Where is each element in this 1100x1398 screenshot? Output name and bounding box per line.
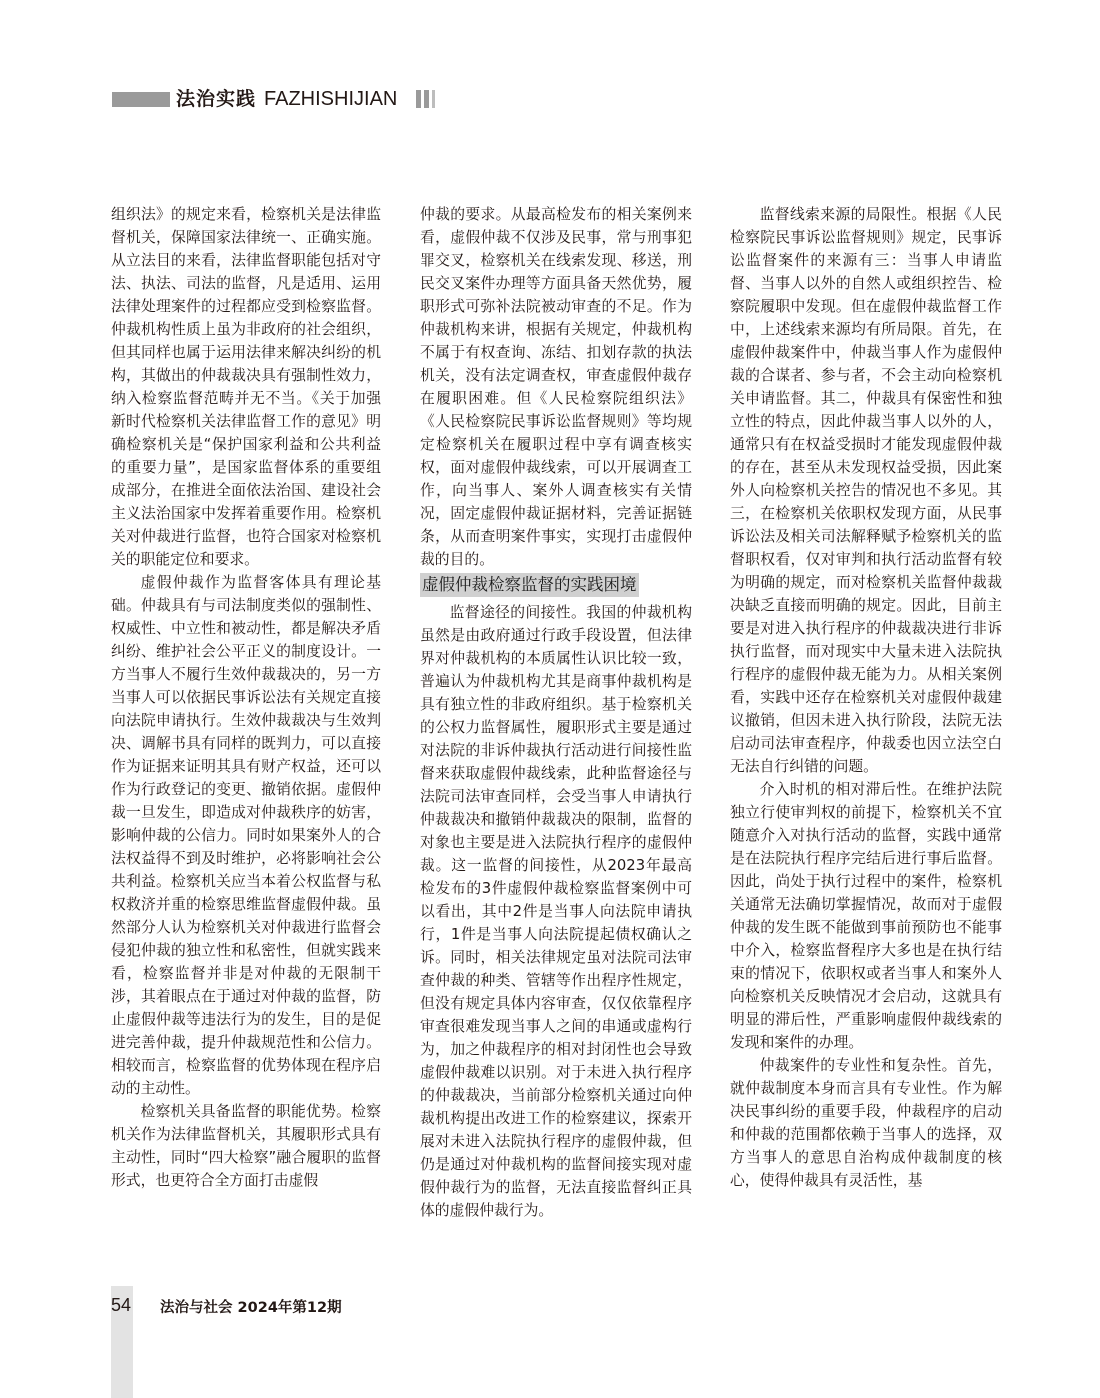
- paragraph: 虚假仲裁作为监督客体具有理论基础。仲裁具有与司法制度类似的强制性、权威性、中立性和被动性，都是解决矛盾纠纷、维护社会公平正义的制度设计。一方当事人不履行生效仲裁裁决的，另一方当事人可以依据民事诉讼法有关规定直接向法院申请执行。生效仲裁裁决与生效判决、调解书具有同样的既判力，可以直接作为证据来证明其具有财产权益，还可以作为行政登记的变更、撤销依据。虚假仲裁一旦发生，即造成对仲裁秩序的妨害，影响仲裁的公信力。同时如果案外人的合法权益得不到及时维护，必将影响社会公共利益。检察机关应当本着公权监督与私权救济并重的检察思维监督虚假仲裁。虽然部分人认为检察机关对仲裁进行监督会侵犯仲裁的独立性和私密性，但就实践来看，检察监督并非是对仲裁的无限制干涉，其着眼点在于通过对仲裁的监督，防止虚假仲裁等违法行为的发生，目的是促进完善仲裁，提升仲裁规范性和公信力。相较而言，检察监督的优势体现在程序启动的主动性。: [111, 574, 381, 1097]
- paragraph: 仲裁的要求。从最高检发布的相关案例来看，虚假仲裁不仅涉及民事，常与刑事犯罪交叉，检察机关在线索发现、移送，刑民交叉案件办理等方面具备天然优势，履职形式可弥补法院被动审查的不足。作为仲裁机构来讲，根据有关规定，仲裁机构不属于有权查询、冻结、扣划存款的执法机关，没有法定调查权，审查虚假仲裁存在履职困难。但《人民检察院组织法》《人民检察院民事诉讼监督规则》等均规定检察机关在履职过程中享有调查核实权，面对虚假仲裁线索，可以开展调查工作，向当事人、案外人调查核实有关情况，固定虚假仲裁证据材料，完善证据链条，从而查明案件事实，实现打击虚假仲裁的目的。: [420, 206, 692, 568]
- section-heading: 虚假仲裁检察监督的实践困境: [420, 573, 639, 597]
- section-title-cn: 法治实践: [176, 88, 257, 110]
- section-header: [176, 84, 397, 111]
- section-title-en: FAZHISHIJIAN: [264, 88, 398, 110]
- header-decorative-marks: [416, 90, 435, 108]
- text-column-2: [420, 203, 692, 1222]
- paragraph: 仲裁案件的专业性和复杂性。首先，就仲裁制度本身而言具有专业性。作为解决民事纠纷的重要手段，仲裁程序的启动和仲裁的范围都依赖于当事人的选择，双方当事人的意思自治构成仲裁制度的核心，使得仲裁具有灵活性，基: [730, 1057, 1002, 1189]
- page-number: 54: [111, 1295, 132, 1315]
- paragraph: 监督线索来源的局限性。根据《人民检察院民事诉讼监督规则》规定，民事诉讼监督案件的来源有三：当事人申请监督、当事人以外的自然人或组织控告、检察院履职中发现。但在虚假仲裁监督工作中，上述线索来源均有所局限。首先，在虚假仲裁案件中，仲裁当事人作为虚假仲裁的合谋者、参与者，不会主动向检察机关申请监督。其二，仲裁具有保密性和独立性的特点，因此仲裁当事人以外的人，通常只有在权益受损时才能发现虚假仲裁的存在，甚至从未发现权益受损，因此案外人向检察机关控告的情况也不多见。其三，在检察机关依职权发现方面，从民事诉讼法及相关司法解释赋予检察机关的监督职权看，仅对审判和执行活动监督有较为明确的规定，而对检察机关监督仲裁裁决缺乏直接而明确的规定。因此，目前主要是对进入执行程序的仲裁裁决进行非诉执行监督，而对现实中大量未进入法院执行程序的虚假仲裁无能为力。从相关案例看，实践中还存在检察机关对虚假仲裁建议撤销，但因未进入执行阶段，法院无法启动司法审查程序，仲裁委也因立法空白无法自行纠错的问题。: [730, 206, 1002, 775]
- text-column-1: [111, 203, 381, 1192]
- paragraph: 检察机关具备监督的职能优势。检察机关作为法律监督机关，其履职形式具有主动性，同时“四大检察”融合履职的监督形式，也更符合全方面打击虚假: [111, 1103, 381, 1189]
- header-decorative-bar: [112, 92, 170, 107]
- paragraph: 组织法》的规定来看，检察机关是法律监督机关，保障国家法律统一、正确实施。从立法目的来看，法律监督职能包括对守法、执法、司法的监督，凡是适用、运用法律处理案件的过程都应受到检察监督。仲裁机构性质上虽为非政府的社会组织，但其同样也属于运用法律来解决纠纷的机构，其做出的仲裁裁决具有强制性效力，纳入检察监督范畴并无不当。《关于加强新时代检察机关法律监督工作的意见》明确检察机关是“保护国家利益和公共利益的重要力量”，是国家监督体系的重要组成部分，在推进全面依法治国、建设社会主义法治国家中发挥着重要作用。检察机关对仲裁进行监督，也符合国家对检察机关的职能定位和要求。: [111, 206, 381, 568]
- text-column-3: [730, 203, 1002, 1192]
- paragraph: 监督途径的间接性。我国的仲裁机构虽然是由政府通过行政手段设置，但法律界对仲裁机构的本质属性认识比较一致，普遍认为仲裁机构尤其是商事仲裁机构是具有独立性的非政府组织。基于检察机关的公权力监督属性，履职形式主要是通过对法院的非诉仲裁执行活动进行间接性监督来获取虚假仲裁线索，此种监督途径与法院司法审查同样，会受当事人申请执行仲裁裁决和撤销仲裁裁决的限制，监督的对象也主要是进入法院执行程序的虚假仲裁。这一监督的间接性，从2023年最高检发布的3件虚假仲裁检察监督案例中可以看出，其中2件是当事人向法院申请执行，1件是当事人向法院提起债权确认之诉。同时，相关法律规定虽对法院司法审查仲裁的种类、管辖等作出程序性规定，但没有规定具体内容审查，仅仅依靠程序审查很难发现当事人之间的串通或虚构行为，加之仲裁程序的相对封闭性也会导致虚假仲裁难以识别。对于未进入执行程序的仲裁裁决，当前部分检察机关通过向仲裁机构提出改进工作的检察建议，探索开展对未进入法院执行程序的虚假仲裁，但仍是通过对仲裁机构的监督间接实现对虚假仲裁行为的监督，无法直接监督纠正具体的虚假仲裁行为。: [420, 604, 692, 1219]
- journal-issue: 法治与社会 2024年第12期: [160, 1300, 342, 1316]
- paragraph: 介入时机的相对滞后性。在维护法院独立行使审判权的前提下，检察机关不宜随意介入对执行活动的监督，实践中通常是在法院执行程序完结后进行事后监督。因此，尚处于执行过程中的案件，检察机关通常无法确切掌握情况，故而对于虚假仲裁的发生既不能做到事前预防也不能事中介入，检察监督程序大多也是在执行结束的情况下，依职权或者当事人和案外人向检察机关反映情况才会启动，这就具有明显的滞后性，严重影响虚假仲裁线索的发现和案件的办理。: [730, 781, 1002, 1051]
